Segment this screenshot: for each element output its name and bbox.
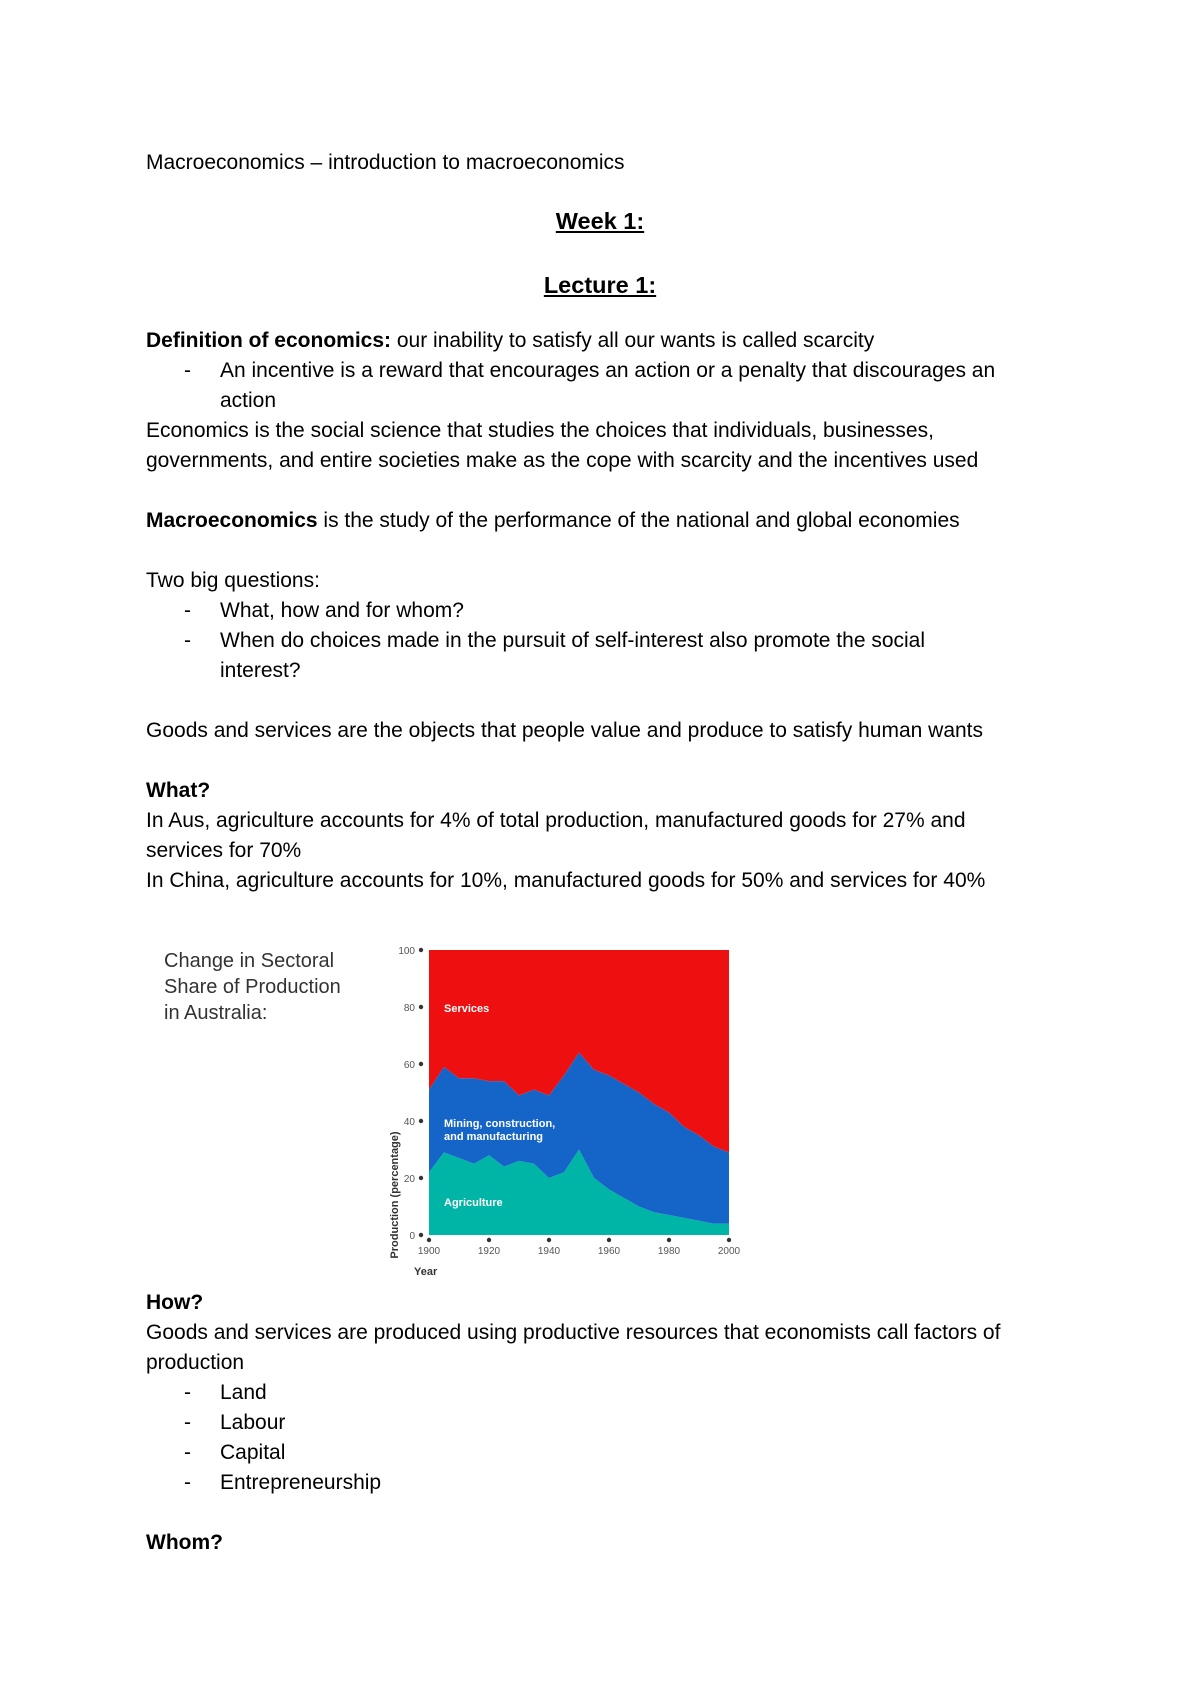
how-heading: How? xyxy=(146,1291,204,1314)
macroeconomics-text: is the study of the performance of the national and global economies xyxy=(317,509,960,532)
y-tick-mark xyxy=(419,1119,423,1123)
x-tick-label: 1940 xyxy=(537,1246,561,1257)
x-tick-mark xyxy=(667,1238,671,1242)
factor-entrepreneurship: Entrepreneurship xyxy=(220,1471,382,1494)
x-tick-label: 1900 xyxy=(417,1246,441,1257)
week-heading: Week 1: xyxy=(555,208,645,234)
x-tick-label: 1960 xyxy=(597,1246,621,1257)
goods-services-paragraph: Goods and services are the objects that people value and produce to satisfy human wants xyxy=(146,719,984,742)
y-tick-mark xyxy=(419,1176,423,1180)
factor-capital: Capital xyxy=(220,1441,286,1464)
definition-paragraph xyxy=(146,326,874,356)
question-2-line-2: interest? xyxy=(220,659,301,682)
definition-label: Definition of economics: xyxy=(146,329,392,352)
question-2-line-1: When do choices made in the pursuit of self-interest also promote the social xyxy=(220,629,926,652)
x-tick-label: 1980 xyxy=(657,1246,681,1257)
china-line: In China, agriculture accounts for 10%, manufactured goods for 50% and services for 40% xyxy=(146,869,986,892)
x-tick-label: 1920 xyxy=(477,1246,501,1257)
series-label-mining: Mining, construction, xyxy=(444,1118,556,1130)
questions-intro: Two big questions: xyxy=(146,569,320,592)
series-label-services: Services xyxy=(444,1003,490,1015)
chart-title-line: Change in Sectoral xyxy=(164,950,335,972)
bullet-dash: - xyxy=(184,599,191,622)
chart-areas xyxy=(429,950,729,1235)
aus-line-1: In Aus, agriculture accounts for 4% of total production, manufactured goods for 27% and xyxy=(146,809,966,832)
lecture-heading: Lecture 1: xyxy=(543,272,657,298)
macroeconomics-paragraph xyxy=(146,506,960,536)
y-tick-mark xyxy=(419,1233,423,1237)
y-tick-label: 60 xyxy=(403,1060,415,1071)
macroeconomics-label: Macroeconomics xyxy=(146,509,318,532)
y-tick-label: 0 xyxy=(409,1231,415,1242)
x-tick-mark xyxy=(607,1238,611,1242)
factor-labour: Labour xyxy=(220,1411,286,1434)
aus-line-2: services for 70% xyxy=(146,839,302,862)
y-tick-mark xyxy=(419,948,423,952)
bullet-dash: - xyxy=(184,1411,191,1434)
chart-svg xyxy=(146,930,746,1280)
series-label-agriculture: Agriculture xyxy=(444,1197,503,1209)
economics-line-1: Economics is the social science that studies the choices that individuals, businesses, xyxy=(146,419,934,442)
economics-line-2: governments, and entire societies make as the cope with scarcity and the incentives used xyxy=(146,449,979,472)
x-tick-mark xyxy=(547,1238,551,1242)
x-tick-label: 2000 xyxy=(717,1246,741,1257)
x-tick-mark xyxy=(727,1238,731,1242)
whom-heading: Whom? xyxy=(146,1531,223,1554)
y-tick-label: 40 xyxy=(403,1117,415,1128)
bullet-dash: - xyxy=(184,1471,191,1494)
definition-text: our inability to satisfy all our wants is called scarcity xyxy=(391,329,875,352)
x-axis-label: Year xyxy=(414,1266,438,1278)
y-axis-label: Production (percentage) xyxy=(389,1131,401,1259)
bullet-dash: - xyxy=(184,1441,191,1464)
sectoral-share-chart xyxy=(146,930,746,1280)
y-tick-label: 20 xyxy=(403,1174,415,1185)
y-tick-label: 80 xyxy=(403,1003,415,1014)
bullet-dash: - xyxy=(184,1381,191,1404)
how-line-2: production xyxy=(146,1351,245,1374)
incentive-line-2: action xyxy=(220,389,277,412)
what-heading: What? xyxy=(146,779,211,802)
y-tick-mark xyxy=(419,1005,423,1009)
how-line-1: Goods and services are produced using productive resources that economists call factors of xyxy=(146,1321,1001,1344)
incentive-line-1: An incentive is a reward that encourages an action or a penalty that discourages an xyxy=(220,359,996,382)
question-1: What, how and for whom? xyxy=(220,599,464,622)
y-tick-mark xyxy=(419,1062,423,1066)
x-tick-mark xyxy=(427,1238,431,1242)
y-tick-label: 100 xyxy=(398,946,415,957)
chart-title-line: in Australia: xyxy=(164,1002,268,1024)
document-title: Macroeconomics – introduction to macroeconomics xyxy=(146,151,625,174)
factor-land: Land xyxy=(220,1381,267,1404)
series-label-mining-2: and manufacturing xyxy=(444,1131,544,1143)
chart-title-line: Share of Production xyxy=(164,976,341,998)
bullet-dash: - xyxy=(184,629,191,652)
bullet-dash: - xyxy=(184,359,191,382)
x-tick-mark xyxy=(487,1238,491,1242)
